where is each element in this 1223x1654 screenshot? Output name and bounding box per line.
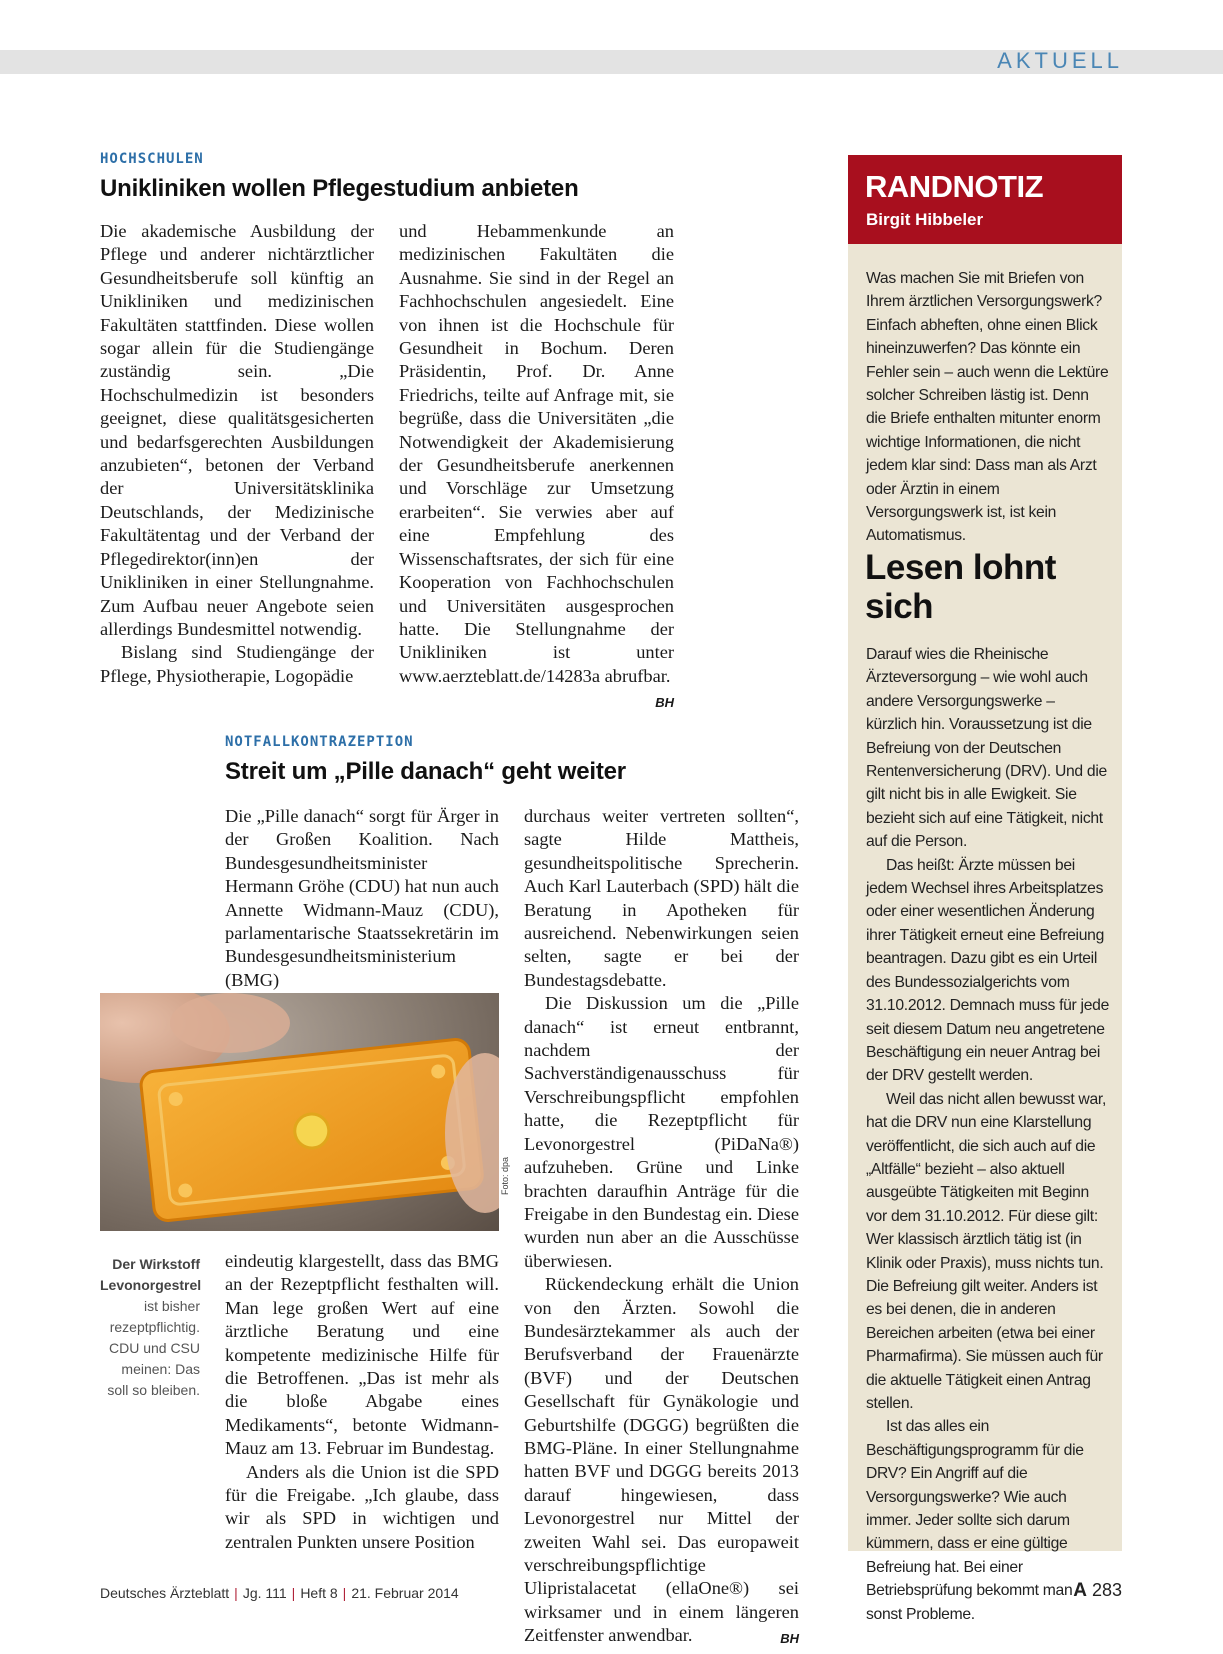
page-prefix: A xyxy=(1073,1580,1087,1601)
article2-paragraph: Anders als die Union ist die SPD für die Freigabe. „Ich glaube, dass wir als SPD in wichtigen und zentralen Punkten unsere Position xyxy=(225,1461,499,1552)
caption-text: ist bisher rezeptpflichtig. CDU und CSU meinen: Das soll so bleiben. xyxy=(107,1298,200,1398)
article1-title: Unikliniken wollen Pflegestudium anbieten xyxy=(100,175,579,202)
sidebar-header xyxy=(848,155,1122,244)
sidebar-title: RANDNOTIZ xyxy=(865,169,1044,204)
article2-column-1-top xyxy=(225,805,499,992)
article1-paragraph: und Hebammenkunde an medizinischen Fakultäten die Ausnahme. Sie sind in der Regel an Fachhochschulen angesiedelt. Eine von ihnen ist die Hochschule für Gesundheit in Bochum. Deren Präsidentin, Prof. Dr. Anne Friedrichs, teilte auf Anfrage mit, sie begrüße, dass die Universitäten „die Notwendigkeit der Akademisierung der Gesundheitsberufe anerkennen und Vorschläge zur Umsetzung erarbeiten“. Sie verwies aber auf eine Empfehlung des Wissenschaftsrates, der sich für eine Kooperation von Fachhochschulen und Universitäten ausgesprochen hatte. Die Stellungnahme der Unikliniken ist unter www.aerzteblatt.de/14283a abrufbar. BH xyxy=(399,220,674,688)
article2-kicker: NOTFALLKONTRAZEPTION xyxy=(225,734,414,750)
sidebar-intro xyxy=(866,267,1109,548)
photo-credit: Foto: dpa xyxy=(500,1156,510,1195)
footer xyxy=(100,1585,459,1601)
page-number-value: 283 xyxy=(1091,1580,1122,1600)
sidebar-paragraph: Weil das nicht allen bewusst war, hat die DRV nun eine Klarstellung veröffentlicht, die sich auch auf die „Altfälle“ bezieht – also aktuell ausgeübte Tätigkeiten mit Beginn vor dem 31.10.2012. Für diese gilt: Wer klassisch ärztlich tätig ist (in Klinik oder Praxis), muss nichts tun. Die Befreiung gilt weiter. Anders ist es bei denen, die in anderen Bereichen arbeiten (etwa bei einer Pharmafirma). Sie müssen auch für die aktuelle Tätigkeit einen Antrag stellen. xyxy=(866,1090,1107,1412)
article1-kicker: HOCHSCHULEN xyxy=(100,151,204,167)
footer-date: 21. Februar 2014 xyxy=(351,1585,459,1601)
caption-bold: Der Wirkstoff Levonorgestrel xyxy=(100,1256,202,1293)
footer-journal: Deutsches Ärzteblatt xyxy=(100,1585,230,1601)
article1-signature: BH xyxy=(655,695,674,711)
sidebar-paragraph: Ist das alles ein Beschäftigungsprogramm für die DRV? Ein Angriff auf die Versorgungswerke? Wie auch immer. Jeder sollte sich darum kümmern, dass er eine gültige Befreiung hat. Bei einer Betriebsprüfung bekommt man sonst Probleme. xyxy=(866,1418,1084,1623)
footer-separator: | xyxy=(234,1585,238,1601)
sidebar-paragraph: Was machen Sie mit Briefen von Ihrem ärztlichen Versorgungswerk? Einfach abheften, ohne einen Blick hineinzuwerfen? Das könnte ein Fehler sein – auch wenn die Lektüre solcher Schreiben lästig ist. Denn die Briefe enthalten mitunter enorm wichtige Informationen, die nicht jedem klar sind: Dass man als Arzt oder Ärztin in einem Versorgungswerk ist, ist kein Automatismus. xyxy=(866,270,1109,545)
sidebar-paragraph: Das heißt: Ärzte müssen bei jedem Wechsel ihres Arbeitsplatzes oder einer wesentlichen Änderung ihrer Tätigkeit erneut eine Befreiung beantragen. Dazu gibt es ein Urteil des Bundessozialgerichts vom 31.10.2012. Demnach muss für jede seit diesem Datum neu angetretene Beschäftigung ein neuer Antrag bei der DRV gestellt werden. xyxy=(866,856,1109,1085)
article2-column-1-bottom xyxy=(225,1250,499,1554)
sidebar-body xyxy=(866,643,1109,1626)
article1-column-1 xyxy=(100,220,374,688)
article1-paragraph: Bislang sind Studiengänge der Pflege, Physiotherapie, Logopädie xyxy=(100,642,374,686)
article2-paragraph: Rückendeckung erhält die Union von den Ärzten. Sowohl die Bundesärztekammer als auch der Berufsverband der Frauenärzte (BVF) und der Deutschen Gesellschaft für Gynäkologie und Geburtshilfe (DGGG) begrüßten die BMG-Pläne. In einer Stellungnahme hatten BVF und DGGG bereits 2013 darauf hingewiesen, dass Levonorgestrel nur Mittel der zweiten Wahl sei. Das europaweit verschreibungspflichtige Ulipristalacetat (ellaOne®) sei wirksamer und in einem längeren Zeitfenster anwendbar. BH xyxy=(524,1273,799,1648)
sidebar-author: Birgit Hibbeler xyxy=(866,210,984,229)
footer-separator: | xyxy=(342,1585,347,1601)
sidebar-headline: Lesen lohnt sich xyxy=(865,548,1056,626)
article2-title: Streit um „Pille danach“ geht weiter xyxy=(225,758,626,785)
article2-paragraph: eindeutig klargestellt, dass das BMG an der Rezeptpflicht festhalten will. Man lege großen Wert auf eine ärztliche Beratung und eine kompetente medizinische Hilfe für die Betroffenen. „Das ist mehr als die bloße Abgabe eines Medikaments“, betonte Widmann-Mauz am 13. Februar im Bundestag. xyxy=(225,1251,499,1459)
article1-column-2 xyxy=(399,220,674,715)
footer-separator: | xyxy=(291,1585,296,1601)
article2-paragraph: durchaus weiter vertreten sollten“, sagte Hilde Mattheis, gesundheitspolitische Sprecherin. Auch Karl Lauterbach (SPD) hält die Beratung in Apotheken für ausreichend. Nebenwirkungen seien selten, sagte er bei der Bundestagsdebatte. xyxy=(524,806,799,990)
section-label: AKTUELL xyxy=(997,48,1123,73)
pill-photo xyxy=(100,993,499,1231)
pill-blister-illustration xyxy=(100,993,499,1231)
article2-paragraph: Die „Pille danach“ sorgt für Ärger in der Großen Koalition. Nach Bundesgesundheitsminister Hermann Gröhe (CDU) hat nun auch Annette Widmann-Mauz (CDU), parlamentarische Staatssekretärin im Bundesgesundheitsministerium (BMG) xyxy=(225,806,499,990)
article2-signature: BH xyxy=(780,1631,799,1647)
article2-column-2 xyxy=(524,805,799,1651)
article2-paragraph: Die Diskussion um die „Pille danach“ ist erneut entbrannt, nachdem der Sachverständigenausschuss für Verschreibungspflicht empfohlen hatte, die Rezeptpflicht für Levonorgestrel (PiDaNa®) aufzuheben. Grüne und Linke brachten daraufhin Anträge für die Freigabe in den Bundestag ein. Diese wurden nun aber an die Ausschüsse überwiesen. xyxy=(524,993,799,1271)
footer-volume: Jg. 111 xyxy=(242,1585,287,1601)
photo-caption xyxy=(100,1254,200,1401)
sidebar-paragraph: Darauf wies die Rheinische Ärzteversorgung – wie wohl auch andere Versorgungswerke – kürzlich hin. Voraussetzung ist die Befreiung von der Deutschen Rentenversicherung (DRV). Und die gilt nicht bis in alle Ewigkeit. Sie bezieht sich auf eine Tätigkeit, nicht auf die Person. xyxy=(866,646,1107,851)
page-number xyxy=(1073,1580,1122,1602)
article1-paragraph: Die akademische Ausbildung der Pflege und anderer nichtärztlicher Gesundheitsberufe soll künftig an Unikliniken und medizinischen Fakultäten stattfinden. Diese wollen sogar allein für die Studiengänge zuständig sein. „Die Hochschulmedizin ist besonders geeignet, diese qualitätsgesicherten und bedarfsgerechten Ausbildungen anzubieten“, betonen der Verband der Universitätsklinika Deutschlands, der Medizinische Fakultätentag und der Verband der Pflegedirektor(inn)en der Unikliniken in einer Stellungnahme. Zum Aufbau neuer Angebote seien allerdings Bundesmittel notwendig. xyxy=(100,221,374,639)
footer-issue: Heft 8 xyxy=(300,1585,338,1601)
